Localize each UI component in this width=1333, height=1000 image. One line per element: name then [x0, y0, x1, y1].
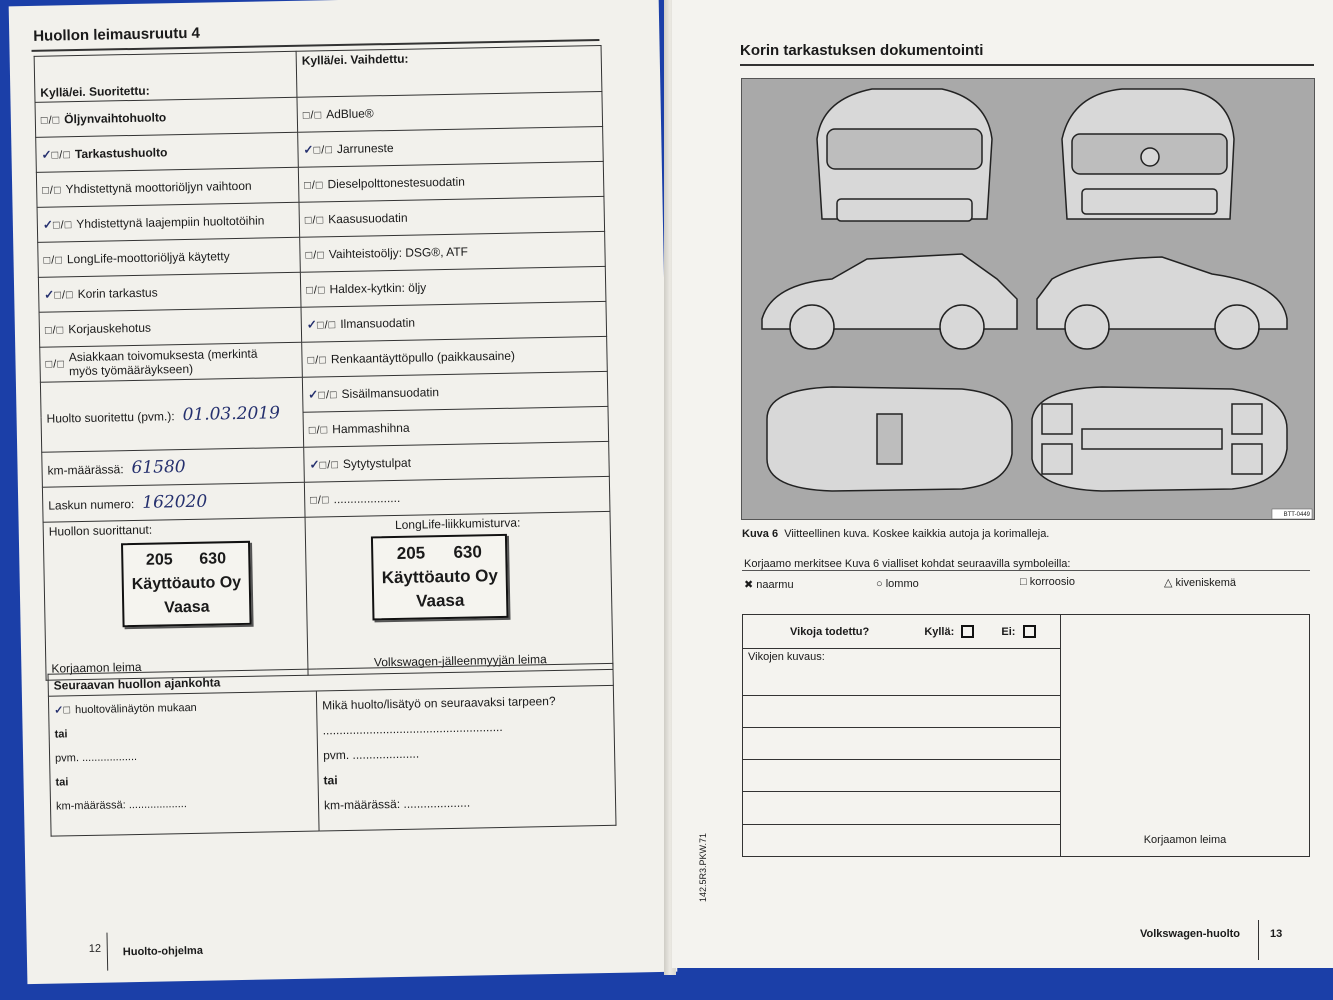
page-number: 13 [1270, 928, 1283, 940]
checkbox-yes-no[interactable]: □/□ [310, 494, 330, 507]
checkbox[interactable]: □ [63, 704, 72, 717]
list-item[interactable] [39, 307, 302, 347]
km-value[interactable]: 61580 [131, 457, 186, 479]
symbol-scratch [744, 578, 794, 591]
next-work-field[interactable]: ...................................................... [322, 719, 503, 738]
check-mark: ✓ [44, 287, 55, 302]
item-label: Sisäilmansuodatin [341, 385, 440, 402]
checkbox-yes-no[interactable]: □/□ [40, 114, 61, 127]
item-label: Sytytystulpat [342, 455, 412, 471]
next-service-left [48, 691, 319, 836]
item-label: Jarruneste [336, 140, 394, 157]
date-field[interactable]: pvm. .................... [322, 746, 420, 763]
shop-stamp [121, 540, 302, 627]
dealer-stamp [371, 532, 607, 620]
item-label: Dieselpolttonestesuodatin [327, 174, 466, 192]
km-row[interactable] [42, 447, 305, 487]
defects-table [742, 614, 1310, 857]
footer-text: Huolto-ohjelma [122, 944, 204, 959]
checkbox-yes-no[interactable]: □/□ [44, 324, 65, 337]
title-underline [740, 64, 1314, 66]
defects-description-line[interactable] [743, 792, 1061, 824]
longlife-label: LongLife-liikkumisturva: [394, 515, 521, 533]
checkbox-yes-no[interactable]: □/□ [54, 289, 74, 302]
footer-text: Volkswagen-huolto [1140, 928, 1241, 940]
list-item[interactable] [297, 91, 603, 132]
or-label: tai [323, 773, 338, 788]
check-mark: ✓ [306, 317, 318, 332]
list-item[interactable] [36, 167, 299, 207]
checkbox-yes-no[interactable]: □/□ [306, 284, 326, 297]
item-label: Kaasusuodatin [328, 210, 408, 227]
side-code: 142.5R3.PKW.71 [698, 832, 708, 902]
or-label: tai [55, 776, 69, 789]
km-label: km-määrässä: [47, 462, 124, 478]
date-label: Huolto suoritettu (pvm.): [46, 408, 175, 426]
item-label: Ilmansuodatin [340, 315, 416, 332]
checkbox-yes-no[interactable]: □/□ [308, 424, 329, 437]
item-label: Tarkastushuolto [74, 145, 168, 162]
stamp-number-1: 205 [396, 543, 426, 563]
list-item[interactable] [299, 196, 605, 237]
figure-caption [742, 528, 1049, 540]
checkbox-yes-no[interactable]: □/□ [42, 184, 62, 197]
list-item[interactable] [304, 476, 610, 517]
symbol-stone-chip [1164, 576, 1236, 589]
shop-stamp-label: Korjaamon leima [1143, 834, 1227, 846]
checkbox-yes-no[interactable]: □/□ [304, 179, 324, 192]
yes-label: Kyllä: [924, 625, 955, 638]
list-item[interactable] [302, 371, 608, 412]
check-mark: ✓ [303, 142, 314, 157]
item-label: Vaihteistoöljy: DSG®, ATF [328, 244, 469, 262]
invoice-row[interactable] [42, 482, 305, 522]
list-item[interactable] [303, 406, 609, 447]
service-stamp-table [34, 45, 614, 681]
symbols-intro: Korjaamo merkitsee Kuva 6 vialliset kohdat seuraavilla symboleilla: [744, 558, 1071, 570]
checkbox-yes-no[interactable]: □/□ [304, 214, 325, 227]
list-item[interactable] [37, 202, 300, 242]
left-page [9, 0, 678, 984]
stamp-number-1: 205 [145, 551, 173, 569]
defects-description-line[interactable] [743, 727, 1061, 759]
defects-description-line[interactable] [743, 824, 1061, 856]
car-illustration [742, 79, 1316, 521]
list-item[interactable] [300, 231, 606, 272]
caption-text: Viitteellinen kuva. Koskee kaikkia autoja ja korimalleja. [784, 528, 1050, 540]
shop-stamp-cell [43, 517, 308, 680]
invoice-label: Laskun numero: [48, 497, 135, 513]
item-label: Yhdistettynä laajempiin huoltotöihin [76, 213, 265, 232]
stamp-city: Vaasa [415, 590, 465, 611]
check-mark: ✓ [308, 387, 319, 402]
symbol-dent [876, 578, 919, 590]
item-label: AdBlue® [326, 106, 374, 122]
dealer-stamp-cell [305, 511, 613, 675]
defects-description-line[interactable] [743, 760, 1061, 792]
defects-question: Vikoja todettu? [790, 625, 870, 638]
scratch-icon: ✖ [744, 579, 754, 591]
invoice-value[interactable]: 162020 [142, 491, 208, 513]
shop-stamp-area[interactable] [1061, 615, 1310, 857]
dent-icon: ○ [876, 578, 883, 590]
checkbox-yes-no[interactable]: □/□ [302, 109, 323, 122]
item-label: .................... [333, 490, 401, 507]
list-item[interactable] [301, 301, 607, 342]
figure-number: Kuva 6 [742, 528, 779, 540]
date-field[interactable]: pvm. .................. [55, 751, 138, 765]
symbol-label: lommo [885, 578, 919, 590]
list-item[interactable] [35, 97, 298, 137]
item-label: Asiakkaan toivomuksesta (merkintä myös työmääräykseen) [68, 346, 258, 379]
stamp-city: Vaasa [164, 598, 210, 617]
list-item[interactable] [40, 342, 303, 382]
list-item[interactable] [38, 237, 301, 277]
checkbox-yes-no[interactable]: □/□ [307, 354, 328, 367]
col-right-header: Kyllä/ei. Vaihdettu: [296, 45, 602, 97]
footer-divider [106, 933, 108, 971]
yes-checkbox[interactable] [961, 625, 974, 638]
list-item[interactable] [302, 336, 608, 377]
item-label: LongLife-moottoriöljyä käytetty [66, 249, 230, 267]
col-left-header: Kyllä/ei. Suoritettu: [34, 51, 297, 102]
defects-description-line[interactable] [743, 695, 1061, 727]
left-page-title: Huollon leimausruutu 4 [33, 24, 201, 45]
checkbox-yes-no[interactable]: □/□ [313, 144, 334, 157]
page-number: 12 [88, 942, 102, 955]
checkbox-yes-no[interactable]: □/□ [43, 254, 64, 267]
check-mark: ✓ [42, 217, 54, 232]
interval-option: huoltovälinäytön mukaan [74, 701, 197, 717]
symbol-corrosion [1020, 576, 1075, 588]
stone-chip-icon: △ [1164, 577, 1173, 589]
defects-description-label: Vikojen kuvaus: [748, 651, 825, 664]
service-date-row[interactable] [40, 377, 303, 452]
divider [742, 570, 1310, 571]
symbol-label: korroosio [1029, 576, 1075, 588]
next-service-header: Seuraavan huollon ajankohta [48, 663, 613, 696]
footer-divider [1258, 920, 1259, 960]
next-service-right [316, 685, 616, 831]
checkbox-yes-no[interactable]: □/□ [319, 459, 340, 472]
item-label: Haldex-kytkin: öljy [329, 280, 427, 297]
item-label: Yhdistettynä moottoriöljyn vaihtoon [65, 178, 252, 197]
list-item[interactable] [38, 272, 301, 312]
no-label: Ei: [1001, 625, 1016, 638]
check-mark: ✓ [41, 147, 52, 162]
figure-code: BTT-0449 [1283, 512, 1310, 518]
next-service-table [47, 663, 616, 837]
symbol-label: kiveniskemä [1175, 577, 1237, 589]
check-mark: ✓ [54, 704, 64, 717]
item-label: Hammashihna [332, 420, 410, 437]
km-field[interactable]: km-määrässä: .................... [323, 795, 471, 813]
checkbox-yes-no[interactable]: □/□ [52, 219, 73, 232]
list-item[interactable] [300, 266, 606, 307]
dealer-stamp-label: Volkswagen-jälleenmyyjän leima [373, 652, 547, 670]
corrosion-icon: □ [1020, 576, 1027, 588]
list-item[interactable] [304, 441, 610, 482]
checkbox-yes-no[interactable]: □/□ [316, 319, 337, 332]
stamp-company: Käyttöauto Oy [131, 573, 242, 594]
item-label: Korin tarkastus [77, 285, 158, 302]
shop-stamp-label: Korjaamon leima [51, 659, 142, 676]
right-page-title: Korin tarkastuksen dokumentointi [740, 42, 984, 59]
defects-question-row [743, 615, 1061, 649]
list-item[interactable] [36, 132, 299, 172]
list-item[interactable] [298, 161, 604, 202]
list-item[interactable] [298, 126, 604, 167]
symbol-label: naarmu [756, 579, 794, 591]
stamp-number-2: 630 [199, 550, 227, 568]
right-page [672, 0, 1333, 968]
next-work-question: Mikä huolto/lisätyö on seuraavaksi tarpeen? [322, 693, 556, 713]
defects-description-line[interactable] [743, 649, 1061, 695]
car-diagram [741, 78, 1315, 520]
stamp-company: Käyttöauto Oy [381, 566, 499, 588]
item-label: Öljynvaihtohuolto [64, 110, 167, 127]
date-value[interactable]: 01.03.2019 [182, 402, 281, 425]
check-mark: ✓ [309, 457, 320, 472]
no-checkbox[interactable] [1023, 625, 1036, 638]
item-label: Korjauskehotus [68, 320, 152, 337]
checkbox-yes-no[interactable]: □/□ [305, 249, 325, 262]
stamp-number-2: 630 [453, 542, 483, 562]
checkbox-yes-no[interactable]: □/□ [51, 149, 72, 162]
km-field[interactable]: km-määrässä: ................... [55, 798, 187, 813]
performed-by-label: Huollon suorittanut: [48, 522, 153, 539]
checkbox-yes-no[interactable]: □/□ [45, 358, 66, 371]
item-label: Renkaantäyttöpullo (paikkausaine) [330, 348, 516, 367]
checkbox-yes-no[interactable]: □/□ [318, 389, 338, 402]
or-label: tai [54, 728, 68, 741]
